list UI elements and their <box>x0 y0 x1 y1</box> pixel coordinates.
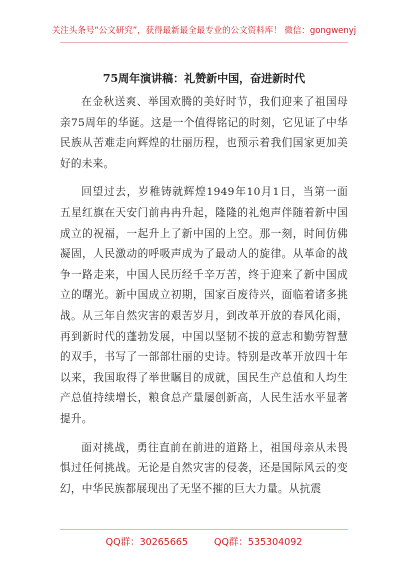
body-paragraph-2: 回望过去，岁稚铸就辉煌1949年10月1日，当第一面五星红旗在天安门前冉冉升起，隆隆的礼炮声伴随着新中国成立的祝福，一起升上了新中国的上空。那一刻，时间仿佛凝固，人民激动的呼吸声成为了最动人的旋律。从革命的战争一路走来，中国人民历经千辛万苦，终于迎来了新中国成立的曙光。新中国成立初期，国家百废待兴，面临着诸多挑战。从三年自然灾害的艰苦岁月，到改革开放的春风化雨，再到新时代的蓬勃发展，中国以坚韧不拔的意志和勤劳智慧的双手，书写了一部部壮丽的史诗。特别是改革开放四十年以来，我国取得了举世瞩目的成就，国民生产总值和人均生产总值持续增长，粮食总产量屡创新高，人民生活水平显著提升。 <box>60 186 348 425</box>
footer-divider <box>60 529 348 530</box>
header-divider <box>60 42 348 43</box>
document-body <box>60 92 348 507</box>
footer-contacts <box>0 534 408 548</box>
body-paragraph-1: 在金秋送爽、举国欢腾的美好时节，我们迎来了祖国母亲75周年的华诞。这是一个值得铭记的时刻，它见证了中华民族从苦难走向辉煌的壮丽历程，也预示着我们国家更加美好的未来。 <box>60 96 348 170</box>
footer-qq-group-1: QQ群：30265665 <box>105 537 188 548</box>
body-paragraph-3: 面对挑战，勇往直前在前进的道路上，祖国母亲从未畏惧过任何挑战。无论是自然灾害的侵袭，还是国际风云的变幻，中华民族都展现出了无坚不摧的巨大力量。从抗震 <box>60 441 348 495</box>
header-promo-note: 关注头条号“公文研究”，获得最新最全最专业的公文资料库！ 微信：gongwenyj <box>51 26 357 36</box>
footer-qq-group-2: QQ群：535304092 <box>213 537 303 548</box>
document-title: 75周年演讲稿：礼赞新中国，奋进新时代 <box>102 72 306 85</box>
